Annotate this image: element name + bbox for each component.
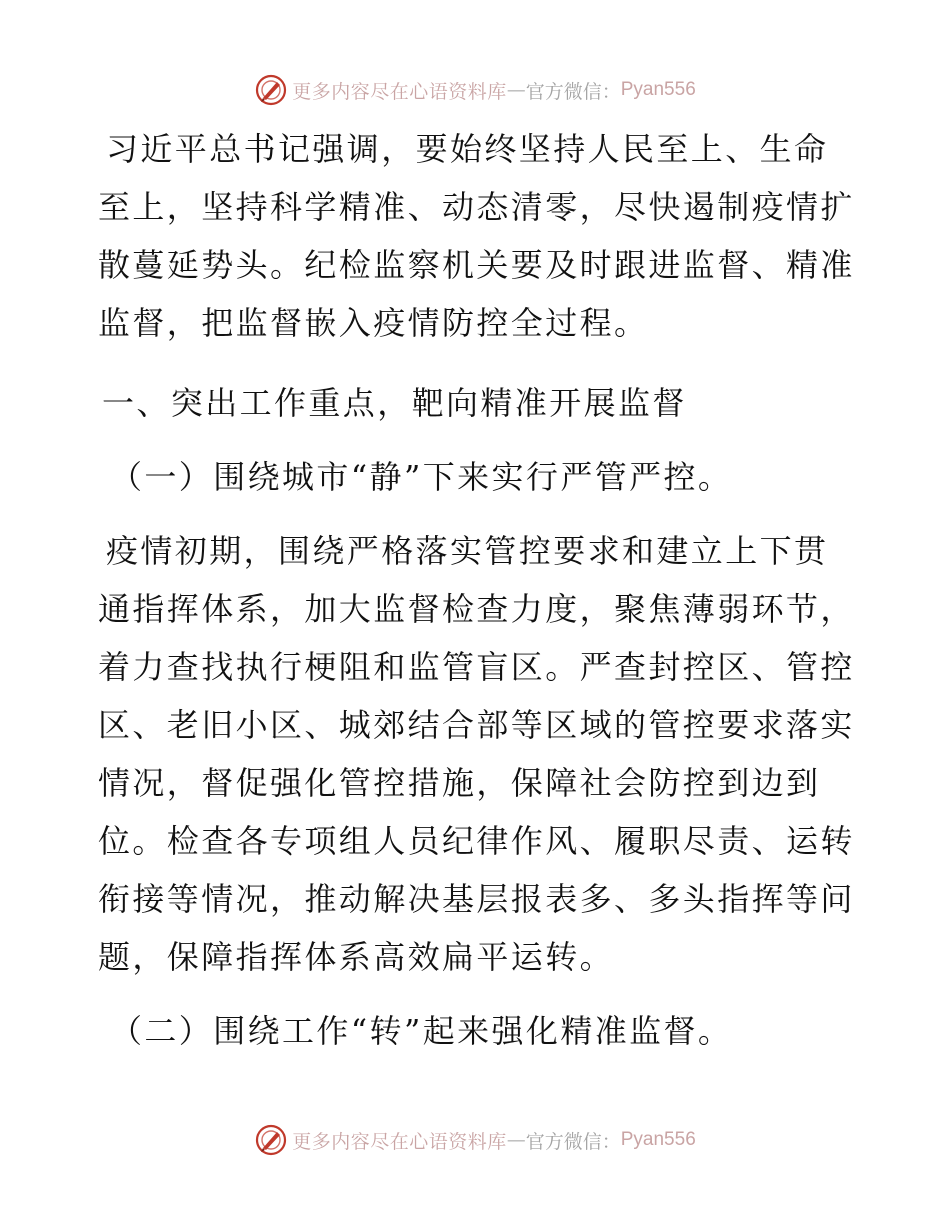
watermark-dash: — [506,79,526,101]
watermark-dash: — [506,1129,526,1151]
subsection-heading-2: （二）围绕工作“转”起来强化精准监督。 [110,1012,733,1050]
watermark-header [0,70,950,110]
watermark-footer [0,1120,950,1160]
paragraph-intro: 习近平总书记强调，要始终坚持人民至上、生命 至上，坚持科学精准、动态清零，尽快遏制疫情扩 散蔓延势头。纪检监察机关要及时跟进监督、精准 监督，把监督嵌入疫情防控全过程。 [98,130,855,342]
watermark-wechat-id: Pyan556 [620,1129,696,1150]
document-body [98,120,858,1060]
watermark-wechat-id: Pyan556 [620,79,696,100]
quill-emblem-icon [254,1123,288,1157]
watermark-wechat-label: 官方微信： [525,1130,621,1153]
watermark-site-text: 更多内容尽在心语资料库 [292,1130,507,1153]
watermark-wechat-label: 官方微信： [525,80,621,103]
watermark-site-text: 更多内容尽在心语资料库 [292,80,507,103]
subsection-heading-1: （一）围绕城市“静”下来实行严管严控。 [110,458,733,496]
section-heading-1: 一、突出工作重点，靶向精准开展监督 [102,384,687,422]
quill-emblem-icon [254,73,288,107]
paragraph-subsection-1: 疫情初期，围绕严格落实管控要求和建立上下贯 通指挥体系，加大监督检查力度，聚焦薄弱环节， 着力查找执行梗阻和监管盲区。严查封控区、管控 区、老旧小区、城郊结合部等区域的管控要求落实 情况，督促强化管控措施，保障社会防控到边到 位。检查各专项组人员纪律作风、履职尽责、运转 衔接等情况，推动解决基层报表多、多头指挥等问 题，保障指挥体系高效扁平运转。 [98,532,855,976]
